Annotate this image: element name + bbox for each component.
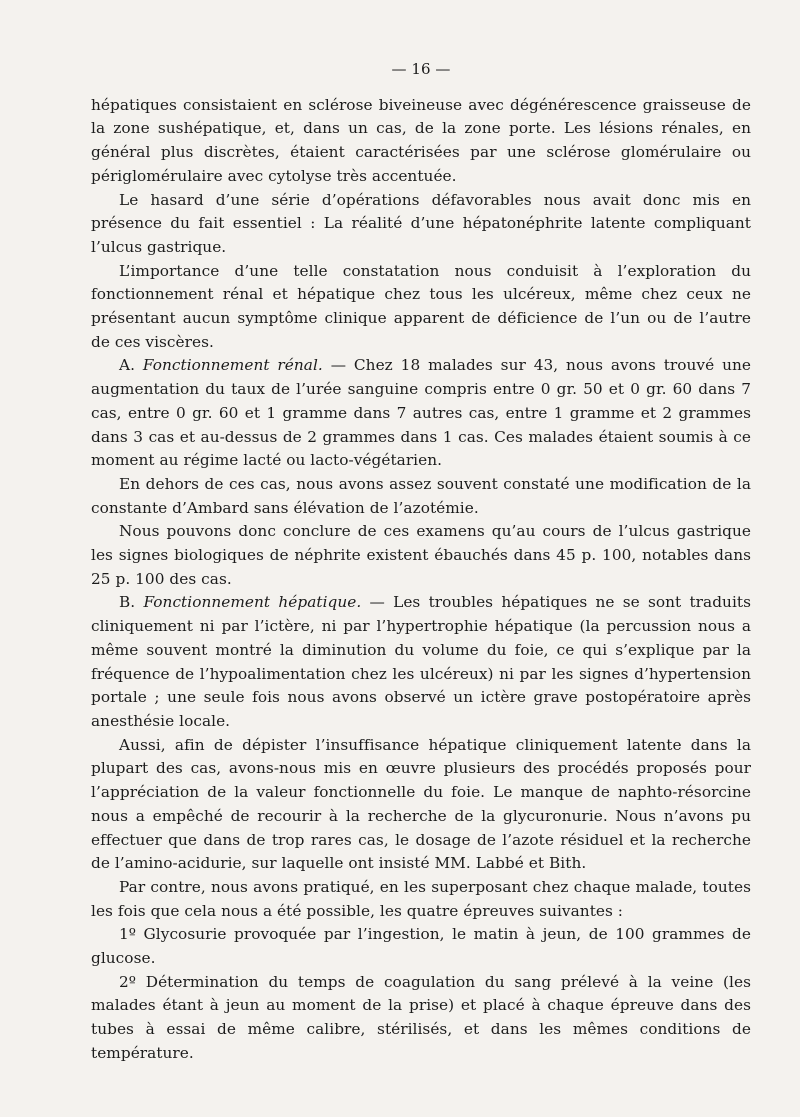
paragraph-hepatique-body: — Les troubles hépatiques ne se sont traduits cliniquement ni par l’ictère, ni par l’hypertrophie hépatique (la percussion nous a même souvent montré la diminution du volume du foie, ce qui s’explique par la fréquence de l’hypoalimentation chez les ulcéreux) ni par les signes d’hypertension portale ; une seule fois nous avons observé un ictère grave postopératoire après anesthésie locale. — [91, 593, 751, 730]
paragraph-depistage: Aussi, afin de dépister l’insuffisance hépatique cliniquement latente dans la plupart des cas, avons-nous mis en œuvre plusieurs des procédés proposés pour l’appréciation de la valeur fonctionnelle du foie. Le manque de naphto-résorcine nous a empêché de recourir à la recherche de la glycuronurie. Nous n’avons pu effectuer que dans de trop rares cas, le dosage de l’azote résiduel et la recherche de l’amino-acidurie, sur laquelle ont insisté MM. Labbé et Bith. — [91, 735, 751, 873]
section-heading-hepatique: Fonctionnement hépatique. — [143, 593, 362, 612]
page-number: — 16 — — [391, 60, 451, 78]
paragraph-epreuves-intro: Par contre, nous avons pratiqué, en les superposant chez chaque malade, toutes les fois que cela nous a été possible, les quatre épreuves suivantes : — [91, 877, 751, 920]
paragraph-epreuve-1: 1º Glycosurie provoquée par l’ingestion, le matin à jeun, de 100 grammes de glucose. — [91, 925, 751, 968]
paragraph-renal-body: — Chez 18 malades sur 43, nous avons trouvé une augmentation du taux de l’urée sanguine compris entre 0 gr. 50 et 0 gr. 60 dans 7 cas, entre 0 gr. 60 et 1 gramme dans 7 autres cas, entre 1 gramme et 2 grammes dans 3 cas et au-dessus de 2 grammes dans 1 cas. Ces malades étaient soumis à ce moment au régime lacté ou lacto-végétarien. — [91, 356, 751, 470]
paragraph-fonctionnement-renal — [91, 354, 751, 473]
document-page — [91, 58, 751, 1066]
paragraph-hasard: Le hasard d’une série d’opérations défavorables nous avait donc mis en présence du fait essentiel : La réalité d’une hépatonéphrite latente compliquant l’ulcus gastrique. — [91, 190, 751, 256]
paragraph-fonctionnement-hepatique — [91, 591, 751, 733]
paragraph-epreuve-2: 2º Détermination du temps de coagulation du sang prélevé à la veine (les malades étant à jeun au moment de la prise) et placé à chaque épreuve dans des tubes à essai de même calibre, stérilisés, et dans les mêmes conditions de température. — [91, 972, 751, 1062]
section-letter-a: A. — [119, 356, 143, 375]
paragraph-conclusion: Nous pouvons donc conclure de ces examens qu’au cours de l’ulcus gastrique les signes biologiques de néphrite existent ébauchés dans 45 p. 100, notables dans 25 p. 100 des cas. — [91, 522, 751, 588]
paragraph-ambard: En dehors de ces cas, nous avons assez souvent constaté une modification de la constante d’Ambard sans élévation de l’azotémie. — [91, 474, 751, 517]
section-heading-renal: Fonctionnement rénal. — [142, 356, 323, 375]
section-letter-b: B. — [119, 593, 144, 612]
paragraph-lesions: hépatiques consistaient en sclérose biveineuse avec dégénérescence graisseuse de la zone sushépatique, et, dans un cas, de la zone porte. Les lésions rénales, en général plus discrètes, étaient caractérisées par une sclérose glomérulaire ou périglomérulaire avec cytolyse très accentuée. — [91, 95, 751, 185]
paragraph-importance: L’importance d’une telle constatation nous conduisit à l’exploration du fonctionnement rénal et hépatique chez tous les ulcéreux, même chez ceux ne présentant aucun symptôme clinique apparent de déficience de l’un ou de l’autre de ces viscères. — [91, 261, 751, 351]
